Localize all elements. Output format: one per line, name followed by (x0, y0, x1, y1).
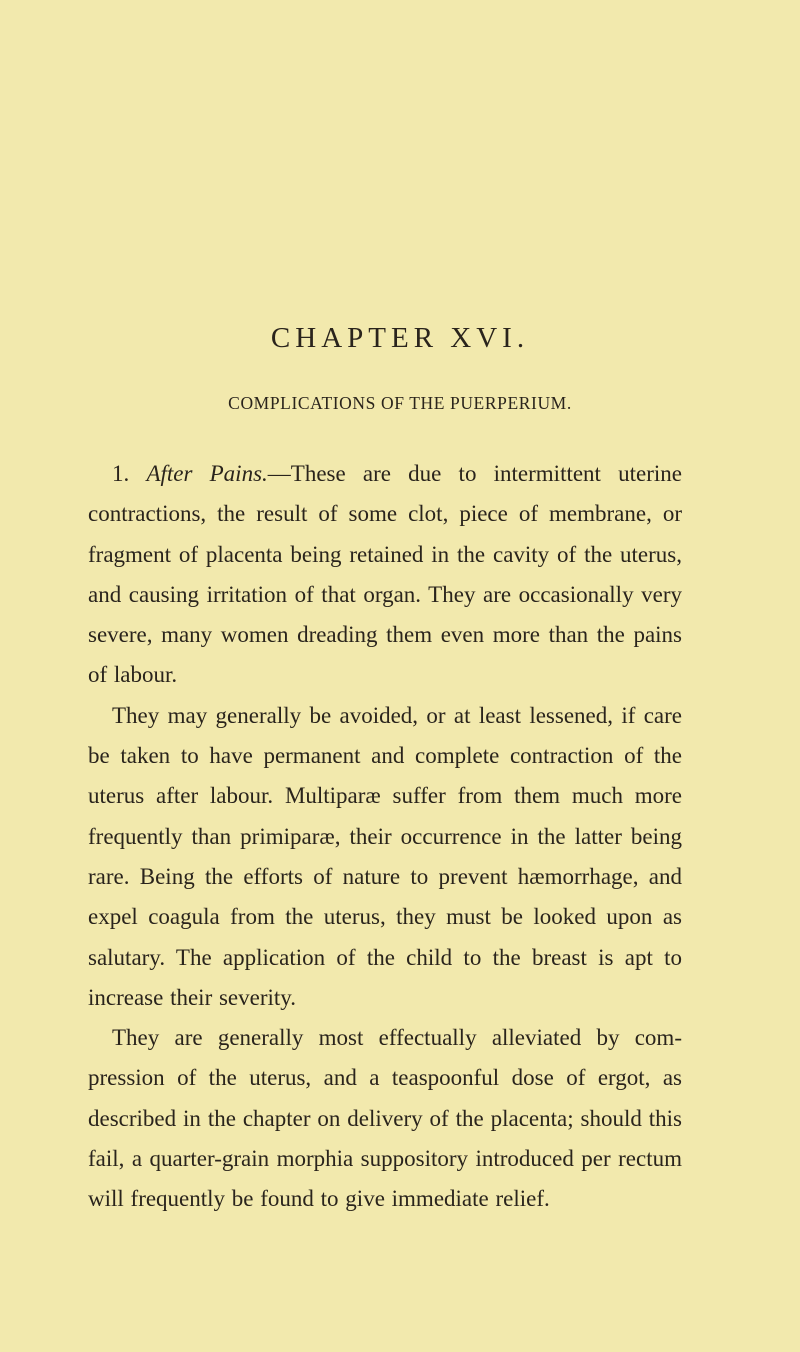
paragraph-2: They may generally be avoided, or at least lessened, if care be taken to have permanent and complete contraction of the uterus after labour. Multiparæ suffer from them much more frequently than primiparæ, their occurrence in the latter being rare. Being the efforts of nature to prevent hæmorrhage, and expel coagula from the uterus, they must be looked upon as salutary. The application of the child to the breast is apt to increase their severity. (88, 702, 682, 1010)
paragraph-1-text: These are due to intermittent uterine contractions, the result of some clot, piece of membrane, or fragment of placenta being retained in the cavity of the uterus, and causing irritation of that organ. They are occasionally very severe, many women dreading them even more than the pains of labour. (88, 461, 682, 688)
chapter-subtitle: COMPLICATIONS OF THE PUERPERIUM. (228, 393, 572, 413)
heading-dash: — (267, 461, 291, 486)
chapter-title: CHAPTER XVI. (270, 322, 530, 354)
body-text (88, 454, 682, 1220)
section-heading: After Pains. (146, 461, 268, 486)
paragraph-1 (88, 454, 682, 696)
paragraph-3: They are generally most effectually alleviated by compression of the uterus, and a teaspoonful dose of ergot, as described in the chapter on delivery of the placenta; should this fail, a quarter-grain morphia suppository introduced per rectum will frequently be found to give immediate relief. (88, 1025, 682, 1212)
section-number: 1. (112, 461, 130, 486)
